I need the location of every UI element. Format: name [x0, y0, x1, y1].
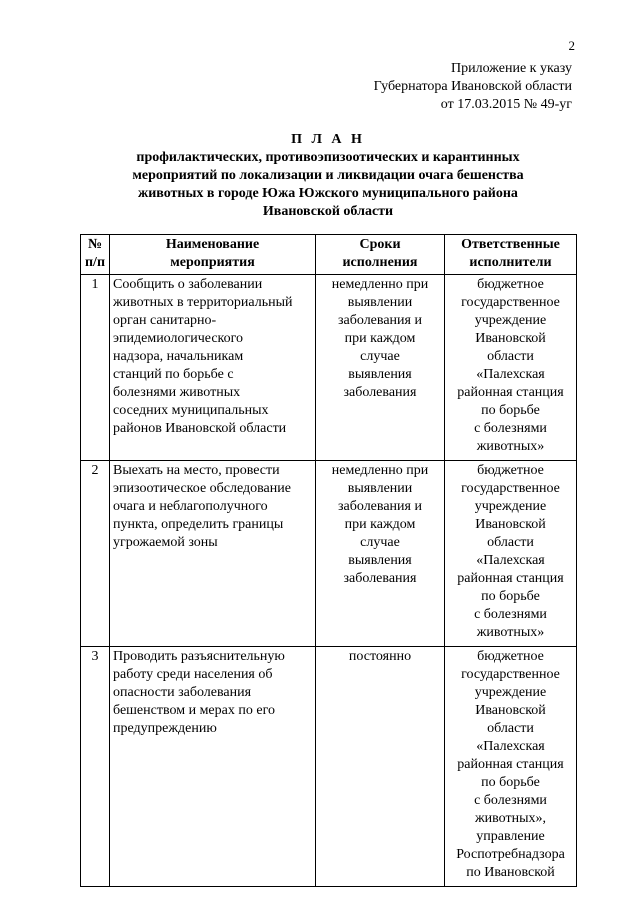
cell-line: выявления: [348, 367, 412, 382]
responsible-cell: [445, 461, 577, 647]
deadline-cell: [316, 647, 445, 887]
cell-line: бюджетное: [477, 463, 544, 478]
cell-line: учреждение: [474, 685, 547, 700]
row-number-cell: 1: [81, 275, 110, 461]
table-row: [81, 461, 577, 647]
cell-line: с болезнями: [474, 421, 547, 436]
cell-line: по борьбе: [481, 775, 540, 790]
deadline-cell: [316, 275, 445, 461]
cell-line: немедленно при: [331, 277, 429, 292]
table-body: [81, 275, 577, 887]
responsible-cell: [445, 647, 577, 887]
cell-line: случае: [360, 535, 400, 550]
header-num: [81, 235, 110, 275]
cell-line: заболевания и: [338, 499, 422, 514]
cell-line: районная станция: [457, 757, 564, 772]
activity-cell: [110, 461, 316, 647]
cell-line: бюджетное: [477, 649, 544, 664]
cell-line: районная станция: [457, 571, 564, 586]
cell-line: районов Ивановской области: [113, 421, 287, 436]
cell-line: при каждом: [344, 517, 416, 532]
header-text: Сроки: [359, 237, 401, 252]
cell-line: очага и неблагополучного: [113, 499, 268, 514]
appendix-line: от 17.03.2015 № 49-уг: [440, 97, 572, 112]
appendix-line: Губернатора Ивановской области: [373, 79, 572, 94]
header-name: [110, 235, 316, 275]
cell-line: опасности заболевания: [113, 685, 252, 700]
cell-line: выявления: [348, 553, 412, 568]
header-time: [316, 235, 445, 275]
cell-line: животных»: [476, 439, 545, 454]
page-number: 2: [568, 38, 575, 53]
cell-line: Выехать на место, провести: [113, 463, 280, 478]
cell-line: выявлении: [347, 481, 413, 496]
cell-line: заболевания: [343, 385, 417, 400]
title-line: мероприятий по локализации и ликвидации очага бешенства: [132, 168, 524, 183]
title-line: профилактических, противоэпизоотических и карантинных: [136, 150, 520, 165]
cell-line: бюджетное: [477, 277, 544, 292]
appendix-line: Приложение к указу: [451, 61, 572, 76]
header-exec: [445, 235, 577, 275]
cell-line: с болезнями: [474, 607, 547, 622]
cell-line: орган санитарно-: [113, 313, 217, 328]
title-line: животных в городе Южа Южского муниципального района: [138, 186, 518, 201]
cell-line: по Ивановской: [466, 865, 555, 880]
cell-line: государственное: [461, 481, 560, 496]
cell-line: животных»: [476, 625, 545, 640]
header-text: Ответственные: [461, 237, 560, 252]
cell-line: угрожаемой зоны: [113, 535, 218, 550]
cell-line: государственное: [461, 667, 560, 682]
cell-line: Роспотребнадзора: [456, 847, 565, 862]
cell-line: области: [487, 721, 534, 736]
cell-line: «Палехская: [476, 739, 545, 754]
plan-table: [80, 234, 577, 887]
cell-line: животных в территориальный: [113, 295, 293, 310]
cell-line: Сообщить о заболевании: [113, 277, 263, 292]
appendix-header: [374, 60, 572, 114]
responsible-cell: [445, 275, 577, 461]
cell-line: области: [487, 349, 534, 364]
cell-line: Ивановской: [475, 331, 546, 346]
activity-cell: [110, 275, 316, 461]
cell-line: предупреждению: [113, 721, 217, 736]
cell-line: болезнями животных: [113, 385, 241, 400]
cell-line: районная станция: [457, 385, 564, 400]
header-text: №: [87, 237, 103, 252]
cell-line: соседних муниципальных: [113, 403, 269, 418]
header-text: Наименование: [165, 237, 260, 252]
cell-line: станций по борьбе с: [113, 367, 234, 382]
cell-line: бешенством и мерах по его: [113, 703, 275, 718]
cell-line: работу среди населения об: [113, 667, 273, 682]
cell-line: случае: [360, 349, 400, 364]
cell-line: немедленно при: [331, 463, 429, 478]
cell-line: с болезнями: [474, 793, 547, 808]
header-text: исполнения: [342, 255, 418, 270]
cell-line: учреждение: [474, 313, 547, 328]
cell-line: заболевания и: [338, 313, 422, 328]
cell-line: управление: [476, 829, 545, 844]
header-text: п/п: [84, 255, 106, 270]
header-text: исполнители: [469, 255, 552, 270]
table-header-row: [81, 235, 577, 275]
cell-line: постоянно: [348, 649, 412, 664]
document-title: [80, 131, 576, 221]
cell-line: Проводить разъяснительную: [113, 649, 285, 664]
cell-line: Ивановской: [475, 703, 546, 718]
cell-line: животных»,: [474, 811, 546, 826]
cell-line: заболевания: [343, 571, 417, 586]
title-plan: П Л А Н: [291, 132, 365, 147]
cell-line: эпидемиологического: [113, 331, 244, 346]
row-number-cell: 2: [81, 461, 110, 647]
activity-cell: [110, 647, 316, 887]
cell-line: при каждом: [344, 331, 416, 346]
cell-line: государственное: [461, 295, 560, 310]
cell-line: учреждение: [474, 499, 547, 514]
cell-line: по борьбе: [481, 403, 540, 418]
cell-line: выявлении: [347, 295, 413, 310]
cell-line: пункта, определить границы: [113, 517, 284, 532]
cell-line: «Палехская: [476, 553, 545, 568]
cell-line: «Палехская: [476, 367, 545, 382]
cell-line: надзора, начальникам: [113, 349, 244, 364]
deadline-cell: [316, 461, 445, 647]
cell-line: по борьбе: [481, 589, 540, 604]
cell-line: эпизоотическое обследование: [113, 481, 291, 496]
table-row: [81, 275, 577, 461]
header-text: мероприятия: [170, 255, 255, 270]
table-row: [81, 647, 577, 887]
title-line: Ивановской области: [262, 204, 394, 219]
row-number-cell: 3: [81, 647, 110, 887]
cell-line: области: [487, 535, 534, 550]
cell-line: Ивановской: [475, 517, 546, 532]
